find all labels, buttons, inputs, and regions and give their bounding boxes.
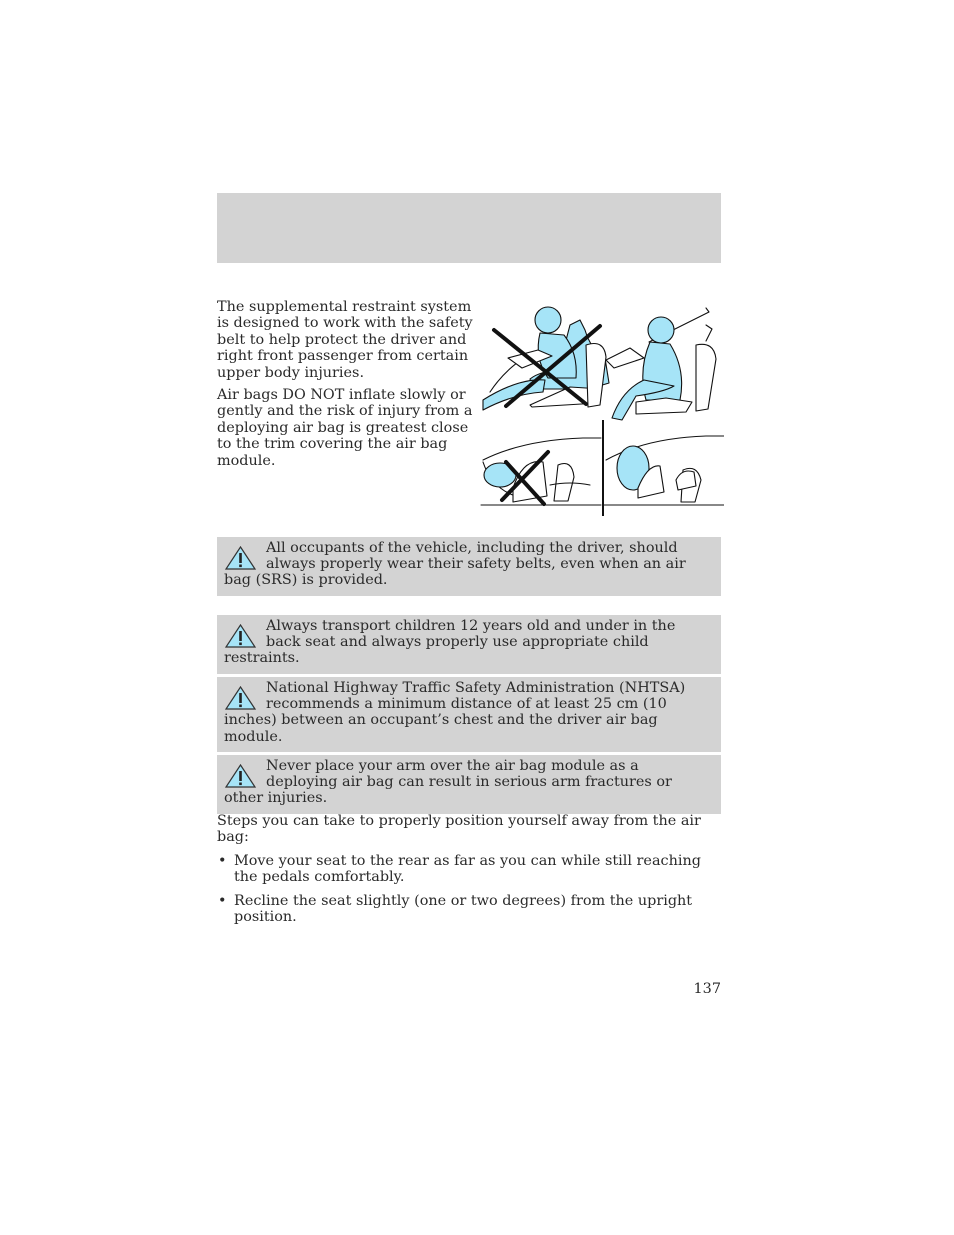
warning-text-4: Never place your arm over the air bag module as a deploying air bag can result in serious arm fractures or other injuries. <box>224 758 672 807</box>
intro-paragraph-2: Air bags DO NOT inflate slowly or gently and the risk of injury from a deploying air bag is greatest close to the trim covering the air bag module. <box>217 387 473 469</box>
steps-list <box>217 853 721 926</box>
steps-intro: Steps you can take to properly position yourself away from the air bag: <box>217 813 701 846</box>
warning-triangle-icon <box>224 545 257 571</box>
airbag-positioning-illustration <box>478 300 724 518</box>
warning-triangle-icon <box>224 763 257 789</box>
warning-triangle-icon <box>224 685 257 711</box>
warning-triangle-icon <box>224 623 257 649</box>
intro-paragraph-1: The supplemental restraint system is designed to work with the safety belt to help protect the driver and right front passenger from certain upper body injuries. <box>217 299 473 381</box>
bullet: • <box>218 852 227 869</box>
list-item <box>217 893 721 926</box>
page-number: 137 <box>693 981 721 997</box>
warning-text-2: Always transport children 12 years old and under in the back seat and always properly use appropriate child restraints. <box>224 618 676 667</box>
positioning-steps <box>217 813 721 932</box>
child-rear-seat-figure <box>604 436 724 505</box>
bullet: • <box>218 892 227 909</box>
warning-box-1 <box>217 537 721 596</box>
warning-text-1: All occupants of the vehicle, including the driver, should always properly wear their safety belts, even when an air bag (SRS) is provided. <box>224 540 686 589</box>
intro-text <box>217 299 473 475</box>
list-item <box>217 853 721 886</box>
child-front-seat-figure <box>481 438 601 505</box>
step-text-1: Move your seat to the rear as far as you can while still reaching the pedals comfortably. <box>234 852 701 886</box>
warning-text-3: National Highway Traffic Safety Administration (NHTSA) recommends a minimum distance of at least 25 cm (10 inches) between an occupant’s chest and the driver air bag module. <box>224 680 686 745</box>
warning-box-2 <box>217 615 721 674</box>
improper-position-figure <box>483 307 609 410</box>
proper-position-figure <box>606 308 716 420</box>
section-header-band <box>217 193 721 263</box>
warning-box-3 <box>217 677 721 752</box>
step-text-2: Recline the seat slightly (one or two degrees) from the upright position. <box>234 892 693 926</box>
warning-box-4 <box>217 755 721 814</box>
